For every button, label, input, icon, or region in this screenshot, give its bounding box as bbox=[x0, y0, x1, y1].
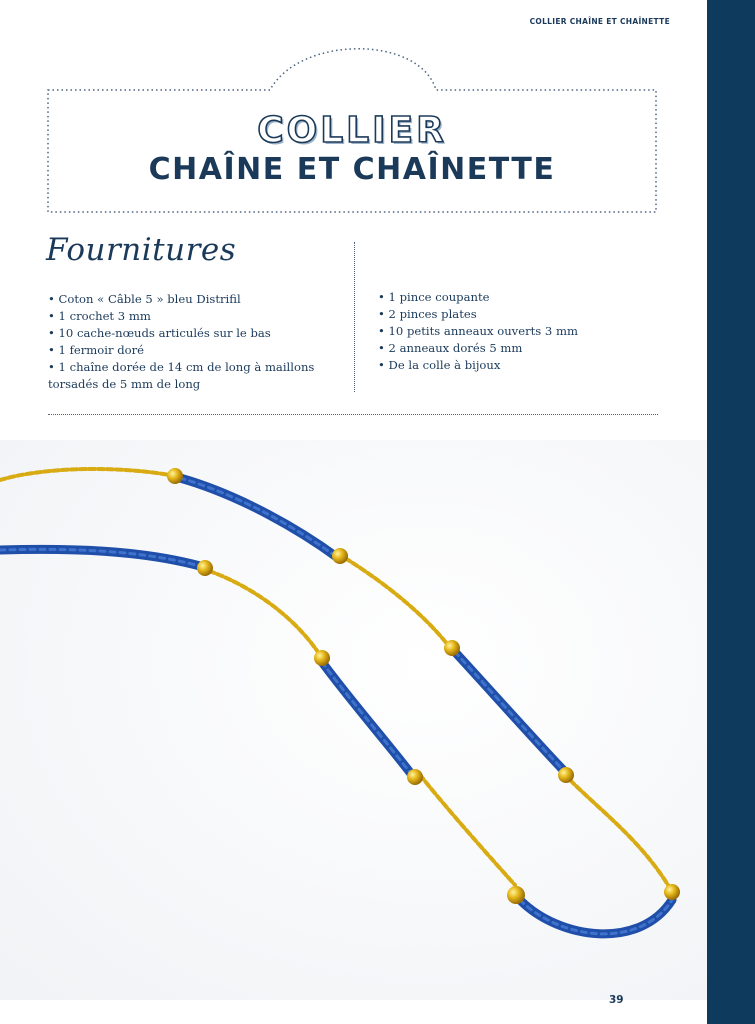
list-item: • 1 pince coupante bbox=[378, 289, 678, 306]
list-item: • 2 pinces plates bbox=[378, 306, 678, 323]
running-head: COLLIER CHAÎNE ET CHAÎNETTE bbox=[529, 17, 670, 26]
supplies-list-right bbox=[378, 289, 678, 374]
necklace-photo bbox=[0, 440, 707, 1000]
page-title-line1: COLLIER bbox=[257, 110, 447, 151]
list-item: • 10 cache-nœuds articulés sur le bas bbox=[48, 325, 338, 342]
list-item: • 1 crochet 3 mm bbox=[48, 308, 338, 325]
list-item: • Coton « Câble 5 » bleu Distrifil bbox=[48, 291, 338, 308]
list-item: • 10 petits anneaux ouverts 3 mm bbox=[378, 323, 678, 340]
section-divider bbox=[48, 414, 658, 415]
column-divider bbox=[354, 242, 355, 392]
supplies-heading: Fournitures bbox=[46, 232, 237, 268]
page-number: 39 bbox=[609, 994, 624, 1006]
list-item: • 1 chaîne dorée de 14 cm de long à maillons torsadés de 5 mm de long bbox=[48, 359, 338, 393]
list-item: • 2 anneaux dorés 5 mm bbox=[378, 340, 678, 357]
list-item: • De la colle à bijoux bbox=[378, 357, 678, 374]
list-item: • 1 fermoir doré bbox=[48, 342, 338, 359]
side-color-bar bbox=[707, 0, 755, 1024]
page-title-line2: CHAÎNE ET CHAÎNETTE bbox=[148, 152, 556, 187]
supplies-list-left bbox=[48, 291, 338, 393]
